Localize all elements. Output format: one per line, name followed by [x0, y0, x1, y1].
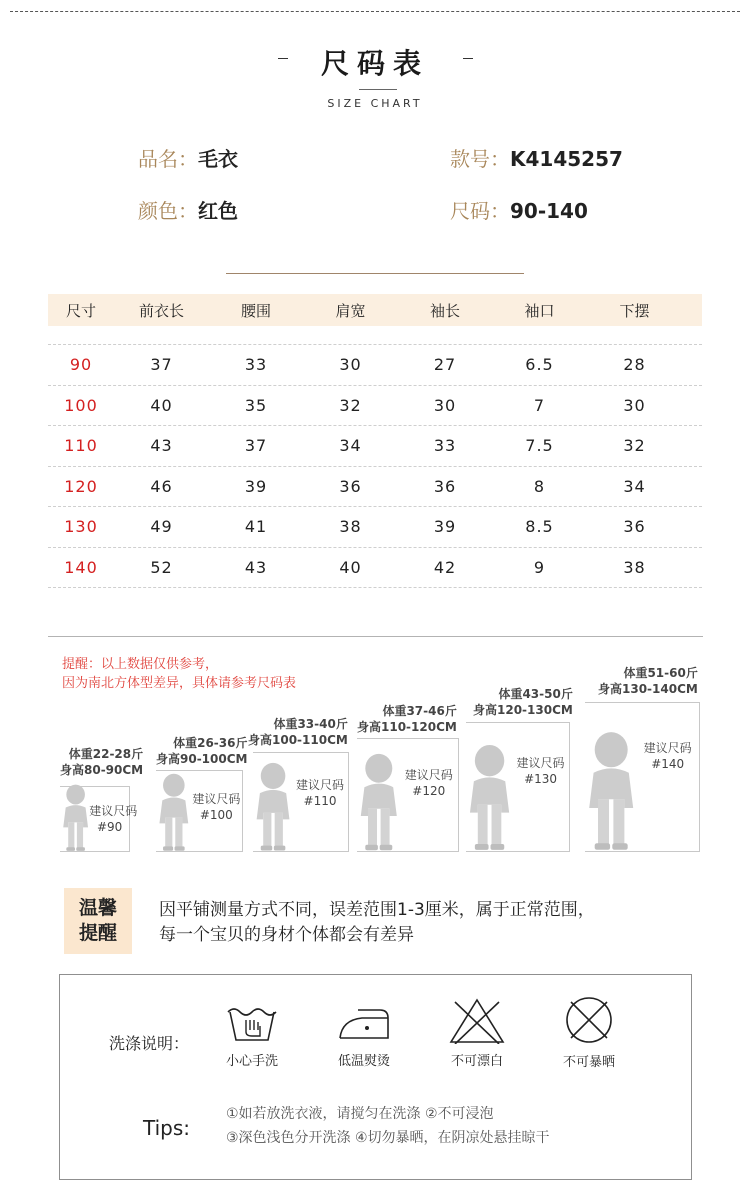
measure-cell: 36	[339, 476, 362, 496]
child-silhouette-icon	[62, 784, 89, 852]
kid-height: 身高80-90CM	[60, 763, 144, 777]
kid-suggest-label: 建议尺码	[404, 767, 453, 782]
measure-cell: 8	[533, 476, 546, 496]
kid-size-label	[60, 746, 143, 778]
kid-suggested-size	[89, 803, 138, 835]
subtitle-rule	[359, 89, 397, 90]
top-dashed-border	[10, 11, 740, 12]
kid-height: 身高110-120CM	[357, 720, 457, 734]
kid-size-label	[248, 716, 348, 748]
child-silhouette-icon	[587, 731, 635, 852]
measure-cell: 33	[433, 436, 457, 456]
measure-cell: 40	[339, 557, 362, 577]
kid-suggest-label: 建议尺码	[89, 803, 138, 818]
warm-tip-badge	[64, 888, 132, 954]
wash-item-no-bleach	[432, 998, 522, 1069]
table-body	[48, 345, 702, 588]
measure-cell: 34	[339, 436, 362, 456]
measure-cell: 30	[623, 395, 646, 415]
table-row	[48, 386, 702, 427]
kid-suggested-size	[399, 767, 459, 799]
measure-cell: 46	[150, 476, 173, 496]
info-style-value: K4145257	[510, 147, 623, 171]
table-spacer	[48, 326, 702, 345]
measure-cell: 38	[623, 557, 646, 577]
kid-weight: 体重22-28斤	[68, 747, 144, 761]
table-header	[48, 294, 702, 326]
table-row	[48, 426, 702, 467]
kid-suggest-label: 建议尺码	[516, 755, 565, 770]
kid-size-label	[598, 665, 698, 697]
measure-cell: 32	[339, 395, 362, 415]
kid-height: 身高100-110CM	[248, 733, 348, 747]
gold-divider	[226, 273, 524, 274]
kid-height: 身高90-100CM	[156, 752, 248, 766]
kid-suggest-size: #100	[199, 807, 233, 822]
size-cell: 90	[69, 355, 93, 375]
washing-title: 洗涤说明：	[109, 1034, 190, 1053]
header-cell: 腰围	[240, 301, 271, 320]
kid-size-label	[357, 703, 457, 735]
measure-cell: 27	[433, 355, 457, 375]
measure-cell: 41	[244, 517, 268, 537]
measure-cell: 36	[623, 517, 646, 537]
notice-line-1: 提醒：以上数据仅供参考，	[62, 657, 219, 672]
size-cell: 100	[64, 395, 98, 415]
info-size-key: 尺码：	[450, 199, 510, 223]
info-name	[138, 143, 238, 172]
size-table	[48, 294, 702, 588]
measure-cell: 7	[533, 395, 546, 415]
measure-cell: 52	[150, 557, 173, 577]
kid-suggested-size	[511, 755, 570, 787]
measure-cell: 28	[623, 355, 646, 375]
table-row	[48, 548, 702, 589]
info-style	[450, 143, 623, 172]
size-cell: 120	[64, 476, 98, 496]
info-color	[138, 195, 238, 224]
header-cell: 前衣长	[138, 301, 184, 320]
wash-item-low-iron	[319, 998, 409, 1069]
kid-weight: 体重43-50斤	[498, 687, 573, 701]
child-silhouette-icon	[359, 753, 399, 852]
wash-item-label: 低温熨烫	[337, 1054, 390, 1069]
notice	[62, 655, 296, 693]
kid-height: 身高130-140CM	[598, 682, 698, 696]
tips-lines	[226, 1102, 550, 1150]
info-color-value: 红色	[198, 199, 238, 223]
header-cell: 袖长	[429, 301, 460, 320]
measure-cell: 8.5	[525, 517, 554, 537]
info-color-key: 颜色：	[138, 199, 198, 223]
info-name-key: 品名：	[138, 147, 198, 171]
measure-cell: 7.5	[525, 436, 554, 456]
header-cell: 袖口	[524, 301, 555, 320]
kid-suggested-size	[635, 740, 700, 772]
measure-cell: 39	[433, 517, 457, 537]
size-cell: 140	[64, 557, 98, 577]
notice-line-2: 因为南北方体型差异，具体请参考尺码表	[62, 676, 297, 691]
info-size	[450, 195, 588, 224]
kid-suggest-label: 建议尺码	[643, 740, 692, 755]
child-silhouette-icon	[158, 773, 190, 852]
kid-suggest-size: #110	[303, 794, 337, 808]
kid-suggest-size: #140	[651, 756, 685, 771]
kid-weight: 体重33-40斤	[273, 717, 348, 731]
child-silhouette-icon	[468, 744, 511, 852]
header-cell: 下摆	[619, 301, 650, 320]
measure-cell: 40	[150, 395, 173, 415]
measure-cell: 6.5	[525, 355, 554, 375]
info-size-value: 90-140	[510, 199, 588, 223]
info-style-key: 款号：	[450, 147, 510, 171]
kid-suggest-size: #90	[96, 819, 123, 834]
kid-size-label	[473, 686, 573, 718]
wash-item-label: 不可漂白	[450, 1054, 503, 1069]
size-cell: 110	[64, 436, 98, 456]
table-row	[48, 507, 702, 548]
page-subtitle: SIZE CHART	[327, 97, 423, 110]
measure-cell: 9	[533, 557, 546, 577]
kid-suggest-label: 建议尺码	[296, 778, 345, 792]
wash-item-no-sun-dry	[544, 995, 634, 1070]
measure-cell: 30	[433, 395, 457, 415]
measure-cell: 49	[150, 517, 173, 537]
table-row	[48, 467, 702, 508]
warm-tip-text	[159, 898, 595, 948]
title-dash-left	[278, 58, 288, 59]
measure-cell: 34	[623, 476, 646, 496]
kid-height: 身高120-130CM	[473, 703, 573, 717]
measure-cell: 43	[150, 436, 173, 456]
info-name-value: 毛衣	[198, 147, 238, 171]
kid-suggest-size: #120	[412, 783, 446, 798]
kid-suggest-size: #130	[524, 771, 558, 786]
kid-weight: 体重51-60斤	[623, 666, 698, 680]
measure-cell: 30	[339, 355, 362, 375]
header-cell: 尺寸	[65, 301, 96, 320]
kid-suggest-label: 建议尺码	[192, 791, 241, 806]
child-silhouette-icon	[255, 762, 291, 852]
measure-cell: 32	[623, 436, 646, 456]
kid-suggested-size	[190, 791, 243, 823]
measure-cell: 42	[433, 557, 457, 577]
measure-cell: 37	[150, 355, 173, 375]
kid-suggested-size	[291, 777, 349, 809]
tips-line-2: ③深色浅色分开洗涤 ④切勿暴晒，在阴凉处悬挂晾干	[226, 1130, 550, 1146]
title-dash-right	[463, 58, 473, 59]
warm-tip-line-1: 因平铺测量方式不同，误差范围1-3厘米，属于正常范围，	[159, 900, 595, 920]
table-row	[48, 345, 702, 386]
measure-cell: 39	[244, 476, 268, 496]
measure-cell: 43	[244, 557, 268, 577]
kid-size-label	[156, 735, 247, 767]
low-iron-icon	[336, 998, 392, 1044]
measure-cell: 36	[433, 476, 457, 496]
kid-weight: 体重37-46斤	[382, 704, 457, 718]
title-row	[0, 42, 750, 82]
measure-cell: 35	[244, 395, 268, 415]
wash-item-label: 不可暴晒	[562, 1055, 615, 1070]
measure-cell: 33	[244, 355, 268, 375]
kid-weight: 体重26-36斤	[173, 736, 248, 750]
warm-tip-badge-line-1: 温馨	[78, 897, 117, 919]
warm-tip-badge-line-2: 提醒	[78, 922, 117, 944]
no-sun-dry-icon	[561, 995, 617, 1045]
tips-label: Tips:	[143, 1116, 191, 1140]
page-title: 尺码表	[320, 47, 429, 80]
warm-tip-line-2: 每一个宝贝的身材个体都会有差异	[159, 925, 414, 945]
size-cell: 130	[64, 517, 98, 537]
no-bleach-icon	[449, 998, 505, 1044]
tips-line-1: ①如若放洗衣液，请搅匀在洗涤 ②不可浸泡	[226, 1106, 494, 1122]
hand-wash-icon	[224, 998, 280, 1044]
wash-item-hand-wash	[207, 998, 297, 1069]
gray-divider	[48, 636, 703, 637]
header-cell: 肩宽	[335, 301, 366, 320]
measure-cell: 37	[244, 436, 268, 456]
measure-cell: 38	[339, 517, 362, 537]
wash-item-label: 小心手洗	[225, 1054, 278, 1069]
